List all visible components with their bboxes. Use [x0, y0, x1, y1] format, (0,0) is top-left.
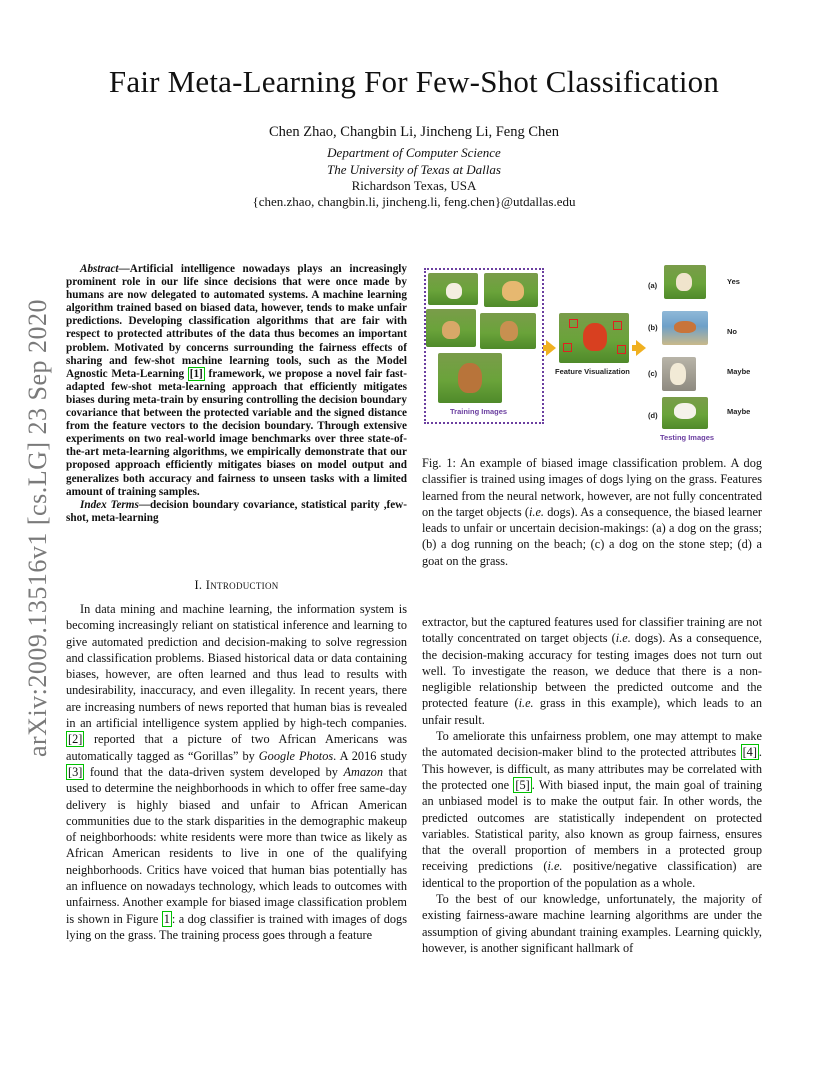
feature-visualization-label: Feature Visualization [555, 367, 630, 376]
ie-term: i.e. [518, 696, 534, 711]
test-image-b [662, 311, 708, 345]
training-image [484, 273, 538, 307]
abstract-label: Abstract [80, 263, 119, 275]
training-image [428, 273, 478, 305]
arrow-right-icon [546, 340, 556, 356]
citation-link-2[interactable]: [2] [68, 732, 83, 747]
attention-marker [613, 321, 622, 330]
intro-left-column [66, 601, 407, 943]
index-terms-text: —decision boundary covariance, statistical parity ,few-shot, meta-learning [66, 498, 407, 524]
intro-text: grass in this example), which leads to an unfair result. [422, 696, 762, 727]
intro-text: found that the data-driven system developed by [84, 764, 344, 779]
abstract-text-1: —Artificial intelligence nowadays plays an increasingly prominent role in our life since decisions that were once made by humans are now delegated to automated systems. A machine learning algorithm trained based on biased data, however, tends to make unfair predictions. Developing classification algorithms that are fair with respect to protected attributes of the data thus becomes an important problem. Motivated by concerns surrounding the fairness effects of sharing and few-shot machine learning tools, such as the Model Agnostic Meta-Learning [66, 263, 407, 380]
test-image-a [664, 265, 706, 299]
intro-text: positive/negative classification) are identical to the proportion of the population as a whole. [422, 859, 762, 890]
intro-right-column [422, 614, 762, 956]
intro-text: To the best of our knowledge, unfortunately, the majority of existing fairness-aware machine learning algorithms are under the assumption of giving abundant training examples. Learning quickly, however, is another significant hallmark of [422, 892, 762, 955]
caption-text: dogs). As a consequence, the biased learner leads to unfair or uncertain decision-makings: (a) a dog on the grass; (b) a dog running on the beach; (c) a dog on the stone step; (d) a goat on the grass. [422, 504, 762, 568]
figure-caption [422, 455, 762, 569]
ie-term: i.e. [547, 859, 563, 874]
attention-marker [563, 343, 572, 352]
test-result-a: Yes [727, 277, 740, 286]
abstract-text-2: framework, we propose a novel fair fast-adapted few-shot meta-learning approach that efficiently mitigates biases during meta-train by ensuring controlling the decision boundary covariance that between the protected variable and the signed distance from the feature vectors to the decision boundary. Through extensive experiments on two real-world image benchmarks over three state-of-the-art meta-learning algorithms, we empirically demonstrate that our proposed approach efficiently mitigates biases on model output and generalizes both accuracy and fairness to unseen tasks with a limited amount of training samples. [66, 367, 407, 498]
abstract [66, 263, 407, 525]
section-numeral: I. [194, 578, 206, 592]
caption-text: Fig. 1: An example of biased image classification problem. A dog classifier is trained using images of dogs lying on the grass. Features learned from the neural network, however, are not fully concentrated on the target objects ( [422, 456, 762, 519]
caption-ie: i.e. [528, 504, 545, 519]
intro-text: . A 2016 study [333, 748, 408, 763]
amazon-term: Amazon [343, 764, 384, 779]
author-list: Chen Zhao, Changbin Li, Jincheng Li, Feng Chen [269, 124, 559, 140]
intro-text: To ameliorate this unfairness problem, one may attempt to make the automated decision-maker blind to the protected attributes [422, 729, 762, 760]
test-tag-c: (c) [648, 369, 658, 378]
test-result-d: Maybe [727, 407, 751, 416]
google-photos-term: Google Photos [258, 748, 334, 763]
intro-text: : a dog classifier is trained with images of dogs lying on the grass. The training process goes through a feature [66, 911, 407, 942]
arxiv-stamp: arXiv:2009.13516v1 [cs.LG] 23 Sep 2020 [23, 298, 52, 758]
figure-link-1[interactable]: 1 [163, 911, 170, 926]
figure-1 [422, 265, 762, 445]
training-image [438, 353, 502, 403]
intro-text: reported that a picture of two African Americans was automatically tagged as “Gorillas” by [66, 732, 407, 763]
intro-text: that used to determine the neighborhoods in which to offer free same-day delivery is highly biased and unfair to African American communities due to the stark disparities in the demographic makeup of neighborhoods: white residents were more than twice as likely as African American residents to live in one of the qualifying neighborhoods. Critics have voiced that human bias potentially has an influence on nowadays technology, which leads to outcomes with unfairness. Another example for biased image classification problem is shown in Figure [66, 764, 407, 926]
citation-link-5[interactable]: [5] [515, 777, 530, 792]
section-heading-introduction [66, 578, 407, 593]
intro-text: In data mining and machine learning, the information system is becoming increasingly reliant on statistical inference and learning to give automated prediction and decision-making to solve regression and classification problems. Biased historical data or data containing biases, however, are often learned and thus lead to results with undesirability, inaccuracy, and even illegality. In recent years, there are increasing numbers of news reported that human bias is revealed in an artificial intelligence system applied by high-tech companies. [66, 602, 407, 731]
intro-text: . This however, is difficult, as many attributes may be correlated with the protected one [422, 745, 762, 792]
index-terms-label: Index Terms [80, 498, 139, 511]
test-tag-b: (b) [648, 323, 658, 332]
feature-visualization-image [559, 313, 629, 363]
citation-link-4[interactable]: [4] [742, 745, 757, 760]
university: The University of Texas at Dallas [327, 162, 501, 177]
citation-link-1[interactable]: [1] [189, 367, 203, 380]
arrow-right-icon [636, 340, 646, 356]
test-image-c [662, 357, 696, 391]
training-image [426, 309, 476, 347]
training-image [480, 313, 536, 349]
test-tag-d: (d) [648, 411, 658, 420]
department: Department of Computer Science [327, 145, 501, 160]
intro-text: extractor, but the captured features used for classifier training are not totally concentrated on target objects ( [422, 615, 762, 646]
location: Richardson Texas, USA [351, 178, 477, 193]
emails: {chen.zhao, changbin.li, jincheng.li, feng.chen}@utdallas.edu [252, 194, 576, 209]
intro-text: . With biased input, the main goal of training an unbiased model is to make the output fair. In other words, the predicted outcomes are statistically independent on protected variables. Statistical parity, also known as group fairness, ensures that the overall proportion of members in a protected group receiving predictions ( [422, 777, 762, 874]
ie-term: i.e. [615, 631, 631, 646]
test-result-c: Maybe [727, 367, 751, 376]
test-result-b: No [727, 327, 737, 336]
attention-marker [569, 319, 578, 328]
training-images-label: Training Images [450, 407, 508, 416]
section-name: Introduction [205, 578, 279, 592]
test-tag-a: (a) [648, 281, 658, 290]
intro-text: dogs). As a consequence, the decision-making accuracy for testing images does not turn out well. To investigate the reason, we deduce that there is a non-negligible relationship between the predicted outcome and the protected feature ( [422, 631, 762, 711]
testing-images-label: Testing Images [660, 433, 715, 442]
attention-marker [617, 345, 626, 354]
test-image-d [662, 397, 708, 429]
citation-link-3[interactable]: [3] [68, 764, 83, 779]
paper-title: Fair Meta-Learning For Few-Shot Classification [108, 64, 720, 99]
